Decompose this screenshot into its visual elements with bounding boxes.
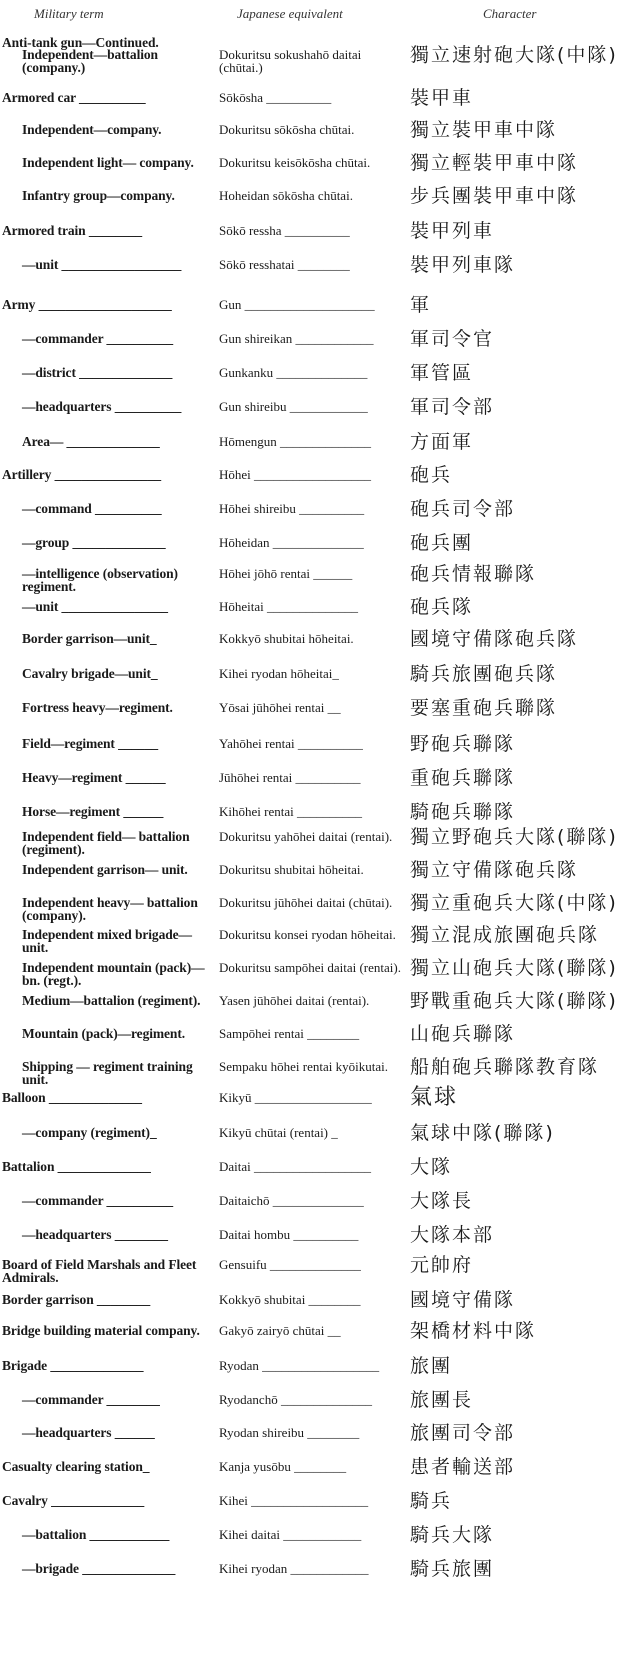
character: 獨立速射砲大隊(中隊) — [410, 44, 618, 66]
military-term: Board of Field Marshals and Fleet Admirals. — [2, 1257, 197, 1285]
military-term: Balloon ______________ — [2, 1090, 142, 1105]
military-term: —unit __________________ — [22, 257, 182, 272]
military-term: Border garrison ________ — [2, 1292, 151, 1307]
japanese-equivalent: Hōhei jōhō rentai ______ — [219, 566, 353, 581]
military-term: Independent light— company. — [22, 155, 194, 170]
japanese-equivalent: Sōkō resshatai ________ — [219, 257, 350, 272]
japanese-equivalent: Sempaku hōhei rentai kyōikutai. — [219, 1059, 388, 1074]
military-term: —unit ________________ — [22, 599, 168, 614]
character: 軍 — [410, 294, 432, 316]
japanese-equivalent: Hōheidan ______________ — [219, 535, 364, 550]
military-term: Medium—battalion (regiment). — [22, 993, 201, 1008]
japanese-equivalent: Dokuritsu yahōhei daitai (rentai). — [219, 829, 393, 844]
character: 砲兵司令部 — [410, 498, 516, 520]
japanese-equivalent: Yasen jūhōhei daitai (rentai). — [219, 993, 370, 1008]
character: 砲兵情報聯隊 — [410, 563, 537, 585]
military-term: —group ______________ — [22, 535, 166, 550]
character: 大隊本部 — [410, 1224, 495, 1246]
military-term: Fortress heavy—regiment. — [22, 700, 173, 715]
character: 砲兵團 — [410, 532, 474, 554]
japanese-equivalent: Dokuritsu sōkōsha chūtai. — [219, 122, 355, 137]
japanese-equivalent: Gakyō zairyō chūtai __ — [219, 1323, 341, 1338]
japanese-equivalent: Dokuritsu jūhōhei daitai (chūtai). — [219, 895, 393, 910]
character: 騎砲兵聯隊 — [410, 801, 516, 823]
header-military-term: Military term — [34, 6, 104, 21]
japanese-equivalent: Gunkanku ______________ — [219, 365, 368, 380]
military-term: —command __________ — [22, 501, 162, 516]
character: 裝甲列車 — [410, 220, 495, 242]
character: 砲兵 — [410, 464, 453, 486]
japanese-equivalent: Daitai hombu __________ — [219, 1227, 359, 1242]
japanese-equivalent: Kikyū __________________ — [219, 1090, 372, 1105]
japanese-equivalent: Dokuritsu sokushahō daitai (chūtai.) — [219, 47, 362, 75]
japanese-equivalent: Ryodan __________________ — [219, 1358, 380, 1373]
military-term: Infantry group—company. — [22, 188, 175, 203]
character: 軍司令部 — [410, 396, 495, 418]
character: 騎兵 — [410, 1490, 453, 1512]
japanese-equivalent: Sampōhei rentai ________ — [219, 1026, 360, 1041]
character: 軍司令官 — [410, 328, 495, 350]
japanese-equivalent: Hōhei __________________ — [219, 467, 372, 482]
japanese-equivalent: Kikyū chūtai (rentai) _ — [219, 1125, 338, 1140]
column-headers — [0, 4, 640, 24]
character: 騎兵旅團 — [410, 1558, 495, 1580]
japanese-equivalent: Kokkyō shubitai ________ — [219, 1292, 361, 1307]
military-term: Battalion ______________ — [2, 1159, 151, 1174]
japanese-equivalent: Kihei ryodan ____________ — [219, 1561, 369, 1576]
japanese-equivalent: Daitaichō ______________ — [219, 1193, 364, 1208]
military-term: Independent—company. — [22, 122, 162, 137]
character: 裝甲車 — [410, 87, 474, 109]
japanese-equivalent: Jūhōhei rentai __________ — [219, 770, 361, 785]
military-term: Casualty clearing station_ — [2, 1459, 150, 1474]
military-term: —brigade ______________ — [22, 1561, 176, 1576]
character: 國境守備隊砲兵隊 — [410, 628, 579, 650]
military-term: Artillery ________________ — [2, 467, 161, 482]
japanese-equivalent: Hōmengun ______________ — [219, 434, 372, 449]
japanese-equivalent: Kihei __________________ — [219, 1493, 369, 1508]
character: 獨立守備隊砲兵隊 — [410, 859, 579, 881]
military-term: Area— ______________ — [22, 434, 160, 449]
military-term: —headquarters ________ — [22, 1227, 168, 1242]
character: 氣球中隊(聯隊) — [410, 1122, 555, 1144]
character: 架橋材料中隊 — [410, 1320, 537, 1342]
military-term: Shipping — regiment training unit. — [22, 1059, 193, 1087]
character: 軍管區 — [410, 362, 474, 384]
japanese-equivalent: Hōhei shireibu __________ — [219, 501, 365, 516]
military-term: —headquarters __________ — [22, 399, 182, 414]
military-term: —commander __________ — [22, 331, 174, 346]
military-term: Army ____________________ — [2, 297, 172, 312]
japanese-equivalent: Hoheidan sōkōsha chūtai. — [219, 188, 353, 203]
character: 大隊 — [410, 1156, 453, 1178]
japanese-equivalent: Sōkō ressha __________ — [219, 223, 350, 238]
military-term: Independent mixed brigade—unit. — [22, 927, 192, 955]
character: 患者輸送部 — [410, 1456, 516, 1478]
military-term: Field—regiment ______ — [22, 736, 159, 751]
military-term: —intelligence (observation) regiment. — [22, 566, 178, 594]
character: 砲兵隊 — [410, 596, 474, 618]
japanese-equivalent: Dokuritsu shubitai hōheitai. — [219, 862, 364, 877]
character: 重砲兵聯隊 — [410, 767, 516, 789]
character: 步兵團裝甲車中隊 — [410, 185, 579, 207]
character: 獨立輕裝甲車中隊 — [410, 152, 579, 174]
character: 騎兵大隊 — [410, 1524, 495, 1546]
character: 旅團司令部 — [410, 1422, 516, 1444]
character: 元帥府 — [410, 1254, 474, 1276]
military-term: Brigade ______________ — [2, 1358, 144, 1373]
military-term: —commander ________ — [22, 1392, 160, 1407]
military-term: Armored car __________ — [2, 90, 146, 105]
character: 獨立山砲兵大隊(聯隊) — [410, 957, 618, 979]
japanese-equivalent: Gun shireibu ____________ — [219, 399, 368, 414]
japanese-equivalent: Yahōhei rentai __________ — [219, 736, 363, 751]
military-term: —headquarters ______ — [22, 1425, 155, 1440]
character: 野砲兵聯隊 — [410, 733, 516, 755]
japanese-equivalent: Kihōhei rentai __________ — [219, 804, 362, 819]
japanese-equivalent: Gun ____________________ — [219, 297, 375, 312]
military-term: Independent garrison— unit. — [22, 862, 188, 877]
character: 山砲兵聯隊 — [410, 1023, 516, 1045]
japanese-equivalent: Gensuifu ______________ — [219, 1257, 361, 1272]
japanese-equivalent: Hōheitai ______________ — [219, 599, 359, 614]
japanese-equivalent: Daitai __________________ — [219, 1159, 372, 1174]
character: 騎兵旅團砲兵隊 — [410, 663, 558, 685]
japanese-equivalent: Kokkyō shubitai hōheitai. — [219, 631, 354, 646]
character: 氣球 — [410, 1085, 459, 1110]
character: 大隊長 — [410, 1190, 474, 1212]
character: 國境守備隊 — [410, 1289, 516, 1311]
military-term: —commander __________ — [22, 1193, 174, 1208]
military-term: Anti-tank gun—Continued. — [2, 35, 159, 50]
military-term: Independent heavy— battalion (company). — [22, 895, 198, 923]
military-term: —company (regiment)_ — [22, 1125, 157, 1140]
character: 裝甲列車隊 — [410, 254, 516, 276]
japanese-equivalent: Kanja yusōbu ________ — [219, 1459, 347, 1474]
military-term: Armored train ________ — [2, 223, 143, 238]
japanese-equivalent: Ryodanchō ______________ — [219, 1392, 372, 1407]
character: 船舶砲兵聯隊教育隊 — [410, 1056, 600, 1078]
military-term: Horse—regiment ______ — [22, 804, 164, 819]
military-term: Independent field— battalion (regiment). — [22, 829, 190, 857]
header-character: Character — [483, 6, 537, 21]
military-term: Heavy—regiment ______ — [22, 770, 166, 785]
military-term: —battalion ____________ — [22, 1527, 170, 1542]
military-term: Mountain (pack)—regiment. — [22, 1026, 185, 1041]
character: 旅團長 — [410, 1389, 474, 1411]
military-term: Cavalry brigade—unit_ — [22, 666, 158, 681]
military-term: Cavalry ______________ — [2, 1493, 145, 1508]
military-term: Border garrison—unit_ — [22, 631, 157, 646]
character: 獨立重砲兵大隊(中隊) — [410, 892, 618, 914]
glossary-table — [0, 36, 640, 1651]
character: 獨立野砲兵大隊(聯隊) — [410, 826, 618, 848]
character: 方面軍 — [410, 431, 474, 453]
military-term: Bridge building material company. — [2, 1323, 200, 1338]
japanese-equivalent: Dokuritsu keisōkōsha chūtai. — [219, 155, 371, 170]
japanese-equivalent: Dokuritsu konsei ryodan hōheitai. — [219, 927, 396, 942]
japanese-equivalent: Gun shireikan ____________ — [219, 331, 374, 346]
japanese-equivalent: Yōsai jūhōhei rentai __ — [219, 700, 341, 715]
japanese-equivalent: Kihei ryodan hōheitai_ — [219, 666, 339, 681]
military-term: Independent mountain (pack)—bn. (regt.). — [22, 960, 205, 988]
military-term: Independent—battalion (company.) — [22, 47, 158, 75]
japanese-equivalent: Sōkōsha __________ — [219, 90, 332, 105]
japanese-equivalent: Kihei daitai ____________ — [219, 1527, 362, 1542]
character: 獨立裝甲車中隊 — [410, 119, 558, 141]
character: 野戰重砲兵大隊(聯隊) — [410, 990, 618, 1012]
character: 獨立混成旅團砲兵隊 — [410, 924, 600, 946]
japanese-equivalent: Ryodan shireibu ________ — [219, 1425, 360, 1440]
japanese-equivalent: Dokuritsu sampōhei daitai (rentai). — [219, 960, 401, 975]
military-term: —district ______________ — [22, 365, 173, 380]
character: 旅團 — [410, 1355, 453, 1377]
character: 要塞重砲兵聯隊 — [410, 697, 558, 719]
header-japanese-equivalent: Japanese equivalent — [237, 6, 343, 21]
